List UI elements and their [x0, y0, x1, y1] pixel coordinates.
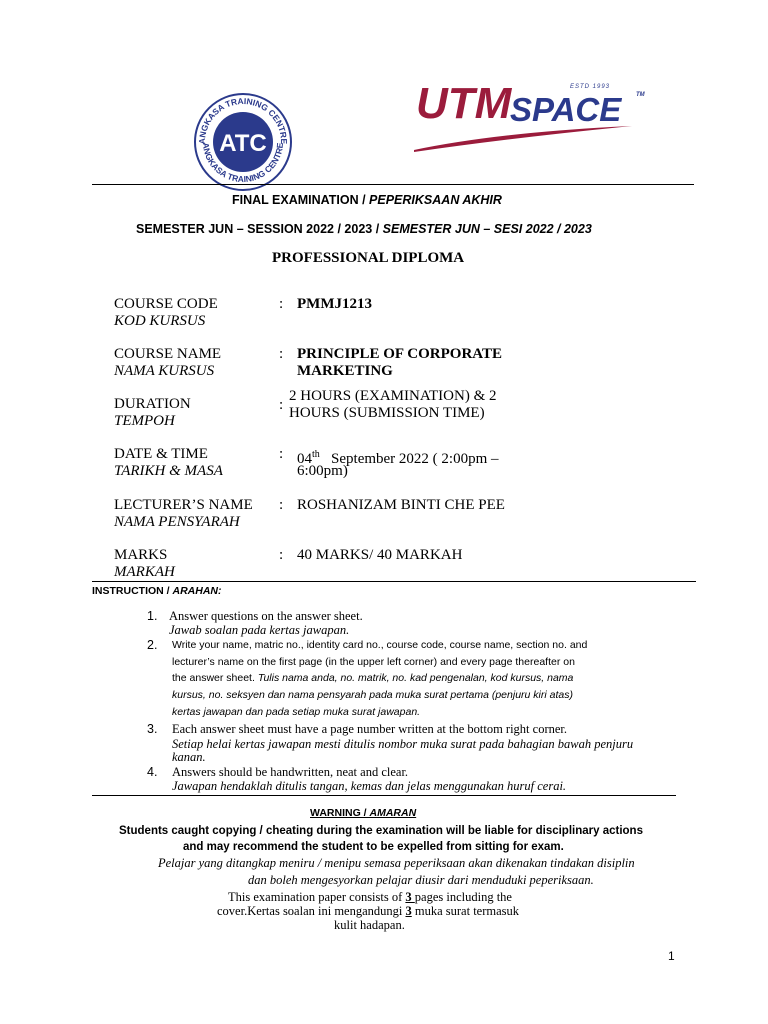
details-rule [92, 581, 696, 582]
colon: : [279, 446, 284, 462]
instruction-3-text: Each answer sheet must have a page number written at the bottom right corner. [172, 722, 568, 736]
instruction-number: 2. [147, 638, 158, 652]
instruction-4-text: Answers should be handwritten, neat and clear. [172, 765, 409, 779]
utm-logo-text: UTM [416, 79, 512, 128]
utmspace-logo [410, 80, 662, 154]
instruction-heading: INSTRUCTION / ARAHAN: [92, 585, 222, 597]
instruction-number: 1. [147, 609, 158, 623]
space-logo-text: SPACE [510, 91, 622, 128]
warning-line2-ms: dan boleh mengesyorkan pelajar diusir dari menduduki peperiksaan. [248, 873, 594, 887]
course-name-label: COURSE NAME [114, 346, 222, 362]
marks-label: MARKS [114, 547, 168, 563]
date-time-value-line1: 04th September 2022 ( 2:00pm – [297, 449, 499, 467]
instruction-1-text-ms: Jawab soalan pada kertas jawapan. [169, 623, 350, 637]
instruction-number: 4. [147, 765, 158, 779]
header-rule [92, 184, 694, 185]
tm-mark: TM [636, 92, 645, 98]
instruction-3-text-ms-2: kanan. [172, 750, 206, 764]
atc-ring-text-bottom: ANGKASA TRAINING CENTRE [200, 142, 286, 185]
instruction-1-text: Answer questions on the answer sheet. [169, 609, 363, 623]
instruction-2-line3: the answer sheet. Tulis nama anda, no. matrik, no. kad pengenalan, kod kursus, nama [172, 672, 574, 684]
colon: : [279, 547, 284, 563]
lecturer-value: ROSHANIZAM BINTI CHE PEE [297, 497, 505, 513]
instruction-2-line4: kursus, no. seksyen dan nama pensyarah pada muka surat pertama (penjuru kiri atas) [172, 689, 573, 701]
atc-logo-text: ATC [219, 130, 267, 157]
page-number: 1 [668, 949, 675, 963]
warning-line1-ms: Pelajar yang ditangkap meniru / menipu semasa peperiksaan akan dikenakan tindakan disiplin [158, 856, 635, 870]
utm-swoosh [410, 122, 662, 154]
pages-note-line2: cover.Kertas soalan ini mengandungi 3 muka surat termasuk [217, 904, 520, 918]
course-code-value: PMMJ1213 [297, 296, 372, 312]
pages-note-line3: kulit hadapan. [334, 918, 405, 932]
semester-title: SEMESTER JUN – SESSION 2022 / 2023 / SEMESTER JUN – SESI 2022 / 2023 [136, 222, 592, 236]
duration-label: DURATION [114, 396, 191, 412]
duration-value-line1: 2 HOURS (EXAMINATION) & 2 [289, 388, 497, 404]
duration-label-ms: TEMPOH [114, 413, 175, 429]
instruction-2-line1: Write your name, matric no., identity card no., course code, course name, section no. and [172, 639, 588, 651]
course-code-label: COURSE CODE [114, 296, 218, 312]
date-time-label-ms: TARIKH & MASA [114, 463, 223, 479]
instruction-4-text-ms: Jawapan hendaklah ditulis tangan, kemas dan jelas menggunakan huruf cerai. [172, 779, 567, 793]
course-name-label-ms: NAMA KURSUS [114, 363, 215, 379]
colon: : [279, 497, 284, 513]
duration-value-line2: HOURS (SUBMISSION TIME) [289, 405, 485, 421]
instruction-2-line2: lecturer’s name on the first page (in the upper left corner) and every page thereafter on [172, 656, 575, 668]
marks-value: 40 MARKS/ 40 MARKAH [297, 547, 463, 563]
colon: : [279, 296, 284, 312]
marks-label-ms: MARKAH [114, 564, 175, 580]
lecturer-label-ms: NAMA PENSYARAH [114, 514, 240, 530]
date-time-label: DATE & TIME [114, 446, 208, 462]
instruction-number: 3. [147, 722, 158, 736]
lecturer-label: LECTURER’S NAME [114, 497, 253, 513]
warning-heading: WARNING / AMARAN [310, 807, 417, 819]
pages-note-line1: This examination paper consists of 3 pages including the [228, 890, 512, 904]
programme-title: PROFESSIONAL DIPLOMA [272, 250, 465, 266]
estd-text: ESTD 1993 [570, 84, 611, 90]
warning-line2: and may recommend the student to be expelled from sitting for exam. [183, 841, 564, 853]
atc-logo [193, 92, 293, 192]
colon: : [279, 346, 284, 362]
instruction-3-text-ms-1: Setiap helai kertas jawapan mesti ditulis nombor muka surat pada bahagian bawah penjuru [172, 737, 634, 751]
course-name-value-line1: PRINCIPLE OF CORPORATE [297, 346, 503, 362]
course-code-label-ms: KOD KURSUS [114, 313, 206, 329]
date-time-value-line2: 6:00pm) [297, 463, 348, 479]
instruction-2-line5: kertas jawapan dan pada setiap muka surat jawapan. [172, 706, 421, 718]
instruction-rule [92, 795, 676, 796]
warning-line1: Students caught copying / cheating during the examination will be liable for disciplinary actions [119, 825, 643, 837]
colon: : [279, 397, 284, 413]
atc-ring-text-top: ANGKASA TRAINING CENTRE [196, 95, 290, 145]
final-exam-title: FINAL EXAMINATION / PEPERIKSAAN AKHIR [232, 193, 502, 207]
course-name-value-line2: MARKETING [297, 363, 393, 379]
